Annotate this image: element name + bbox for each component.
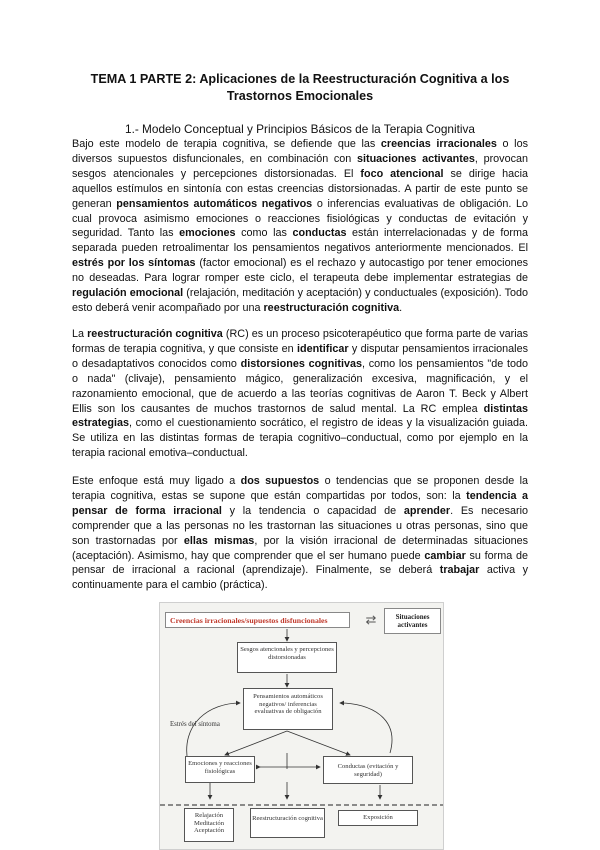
arrow-behaviors-feedback <box>340 703 392 753</box>
arrow-stress-loop <box>187 703 240 763</box>
activating-situations-box: Situaciones activantes <box>384 608 441 634</box>
stress-label: Estrés del síntoma <box>170 721 220 728</box>
arrow-thoughts-to-emotions <box>225 731 287 755</box>
arrow-thoughts-to-behaviors <box>287 731 350 755</box>
emotions-box: Emociones y reacciones fisiológicas <box>185 756 255 783</box>
behaviors-box: Conductas (evitación y seguridad) <box>323 756 413 784</box>
section-heading: 1.- Modelo Conceptual y Principios Básicos de la Terapia Cognitiva <box>125 122 475 136</box>
document-title <box>60 71 540 105</box>
document-title-line-1: TEMA 1 PARTE 2: Aplicaciones de la Reestructuración Cognitiva a los <box>90 72 510 86</box>
regulation-box: Relajación Meditación Aceptación <box>184 808 234 842</box>
document-title-line-2: Trastornos Emocionales <box>226 89 374 103</box>
restructuring-box: Reestructuración cognitiva <box>250 808 325 838</box>
paragraph-model: Bajo este modelo de terapia cognitiva, se defiende que las creencias irracionales o los diversos supuestos disfuncionales, en combinación con situaciones activantes, provocan sesgos atencionales y percepciones distorsionadas. El foco atencional se dirige hacia aquellos estímulos en sintonía con estas creencias distorsionadas. A partir de este punto se generan pensamientos automáticos negativos o inferencias evaluativas de obligación. Lo cual provoca asimismo emociones o reacciones fisiológicas y conductas de evitación y seguridad. Tanto las emociones como las conductas están interrelacionadas y de forma separada pueden retroalimentar los pensamientos negativos anteriormente mencionados. El estrés por los síntomas (factor emocional) es el rechazo y autocastigo por tener emociones no deseadas. Para lograr romper este ciclo, el terapeuta debe implementar estrategias de regulación emocional (relajación, meditación y aceptación) y conductuales (exposición). Todo esto deberá venir acompañado por una reestructuración cognitiva. <box>72 138 529 314</box>
beliefs-box: Creencias irracionales/supuestos disfuncionales <box>165 612 350 628</box>
exposure-box: Exposición <box>338 810 418 826</box>
swap-icon: ⇄ <box>365 612 377 627</box>
bias-box: Sesgos atencionales y percepciones distorsionadas <box>237 642 337 673</box>
thoughts-box: Pensamientos automáticos negativos/ inferencias evaluativas de obligación <box>243 688 333 730</box>
paragraph-assumptions: Este enfoque está muy ligado a dos supuestos o tendencias que se proponen desde la terapia cognitiva, estas se supone que están compartidas por todos, son: la tendencia a pensar de forma irracional y la tendencia o capacidad de aprender. Es necesario comprender que a las personas no les trastornan las situaciones u otras personas, sino que son trastornadas por ellas mismas, por la visión irracional de determinadas situaciones (aceptación). Asimismo, hay que comprender que el ser humano puede cambiar su forma de pensar de irracional a racional (aprendizaje). Finalmente, se deberá trabajar activa y continuamente para el cambio (práctica). <box>72 475 529 592</box>
paragraph-restructuring: La reestructuración cognitiva (RC) es un proceso psicoterapéutico que forma parte de varias formas de terapia cognitiva, y que consiste en identificar y disputar pensamientos irracionales o desadaptativos conocidos como distorsiones cognitivas, como los pensamientos "de todo o nada" (clivaje), pensamiento mágico, generalización excesiva, magnificación, y el razonamiento emocional, que de acuerdo a las teorías cognitivas de Aaron T. Beck y Albert Ellis son los causantes de muchos trastornos de salud mental. La RC emplea distintas estrategias, como el cuestionamiento socrático, el registro de ideas y la visualización guiada. Se utiliza en las distintas formas de terapia cognitivo–conductual, como por ejemplo en la terapia racional emotiva–conductual. <box>72 328 529 460</box>
cognitive-model-diagram <box>159 602 444 850</box>
